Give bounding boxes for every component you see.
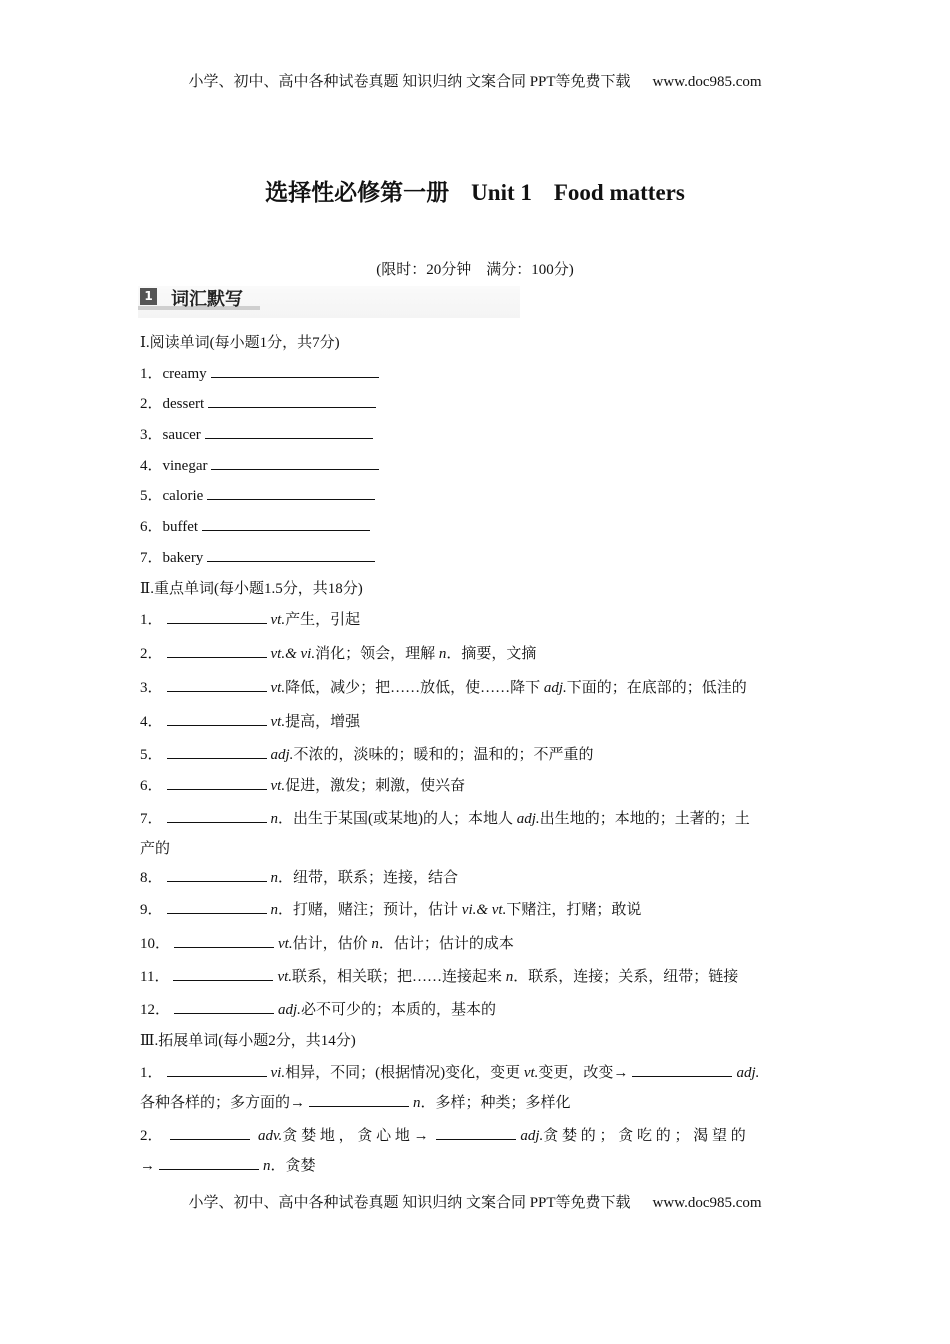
part-of-speech: vt. <box>278 936 293 952</box>
line-text: ．联系，连接；关系，纽带；链接 <box>513 969 739 985</box>
line-text: ．多样；种类；多样化 <box>420 1095 571 1111</box>
line-text: 6．buffet <box>140 519 199 535</box>
title-cn: 选择性必修第一册 <box>265 180 450 205</box>
exercise-line <box>140 774 465 795</box>
line-text: 各种各样的；多方面的→ <box>140 1095 306 1111</box>
exercise-line <box>140 866 458 887</box>
exercise-line <box>140 392 380 413</box>
line-text: ．摘要，文摘 <box>446 646 537 662</box>
answer-blank[interactable] <box>167 744 267 759</box>
line-text: 促进，激发；刺激，使兴奋 <box>285 778 466 794</box>
answer-blank[interactable] <box>207 485 375 500</box>
exercise-line <box>140 608 360 629</box>
line-text: 11． <box>140 969 170 985</box>
line-text: 变更，改变→ <box>538 1065 629 1081</box>
part-of-speech: vi.& vt. <box>461 902 507 918</box>
page-title <box>0 174 950 207</box>
part-of-speech: n <box>263 1158 271 1174</box>
part-of-speech: adj. <box>278 1002 301 1018</box>
answer-blank[interactable] <box>167 643 267 658</box>
line-text: ．估计；估计的成本 <box>378 936 514 952</box>
exercise-line <box>140 484 379 505</box>
part-of-speech: adj. <box>270 747 294 763</box>
part-of-speech: n <box>270 870 279 886</box>
line-text: Ⅲ.拓展单词(每小题2分，共14分) <box>140 1033 356 1049</box>
part-of-speech: vt. <box>270 714 286 730</box>
part-of-speech: vt. <box>270 680 286 696</box>
answer-blank[interactable] <box>167 711 267 726</box>
line-text: Ⅱ.重点单词(每小题1.5分，共18分) <box>140 581 363 597</box>
answer-blank[interactable] <box>167 899 267 914</box>
answer-blank[interactable] <box>167 609 267 624</box>
exercise-line <box>140 1124 746 1145</box>
section-label: 词汇默写 <box>171 289 243 310</box>
part-of-speech: vt. <box>523 1065 539 1081</box>
line-text: 2． <box>140 646 163 662</box>
line-text: 下赌注，打赌；敢说 <box>506 902 642 918</box>
line-text: ．出生于某国(或某地)的人；本地人 <box>278 811 517 827</box>
line-text: 2． <box>140 1128 167 1144</box>
title-name: Food matters <box>553 180 685 205</box>
exercise-line <box>140 515 374 536</box>
line-text: 估计，估价 <box>292 936 372 952</box>
line-text: 3．saucer <box>140 427 201 443</box>
answer-blank[interactable] <box>170 1125 250 1140</box>
part-of-speech: vi. <box>270 1065 286 1081</box>
part-of-speech: n <box>413 1095 421 1111</box>
part-of-speech: adv. <box>254 1128 283 1144</box>
exercise-line <box>140 1061 759 1082</box>
answer-blank[interactable] <box>211 363 379 378</box>
part-of-speech: adj. <box>520 1128 544 1144</box>
line-text: 10． <box>140 936 171 952</box>
part-of-speech: adj. <box>736 1065 760 1081</box>
line-text: 3． <box>140 680 163 696</box>
line-text: 4． <box>140 714 163 730</box>
exercise-line <box>140 837 170 858</box>
part-of-speech: n <box>505 969 514 985</box>
line-text: 联系，相关联；把……连接起来 <box>292 969 506 985</box>
line-text: 9． <box>140 902 163 918</box>
exercise-line <box>140 642 536 663</box>
line-text: 5．calorie <box>140 488 204 504</box>
line-text: 7．bakery <box>140 550 204 566</box>
answer-blank[interactable] <box>174 999 274 1014</box>
line-text: ．纽带，联系；连接，结合 <box>278 870 459 886</box>
line-text: 产生，引起 <box>285 612 361 628</box>
line-text: ．打赌，赌注；预计，估计 <box>278 902 462 918</box>
answer-blank[interactable] <box>208 393 376 408</box>
line-text: 消化；领会，理解 <box>315 646 439 662</box>
answer-blank[interactable] <box>174 933 274 948</box>
line-text: 贪 婪 地 ， 贪 心 地 → <box>282 1128 433 1144</box>
line-text: ．贪婪 <box>270 1158 316 1174</box>
line-text: 不浓的，淡味的；暖和的；温和的；不严重的 <box>293 747 594 763</box>
exercise-line <box>140 965 738 986</box>
line-text: 2．dessert <box>140 396 205 412</box>
answer-blank[interactable] <box>167 775 267 790</box>
part-of-speech: vt.& vi. <box>270 646 316 662</box>
line-text: 5． <box>140 747 163 763</box>
line-text: 出生地的；本地的；土著的；土 <box>539 811 750 827</box>
exercise-line <box>140 546 379 567</box>
part-of-speech: n <box>270 811 279 827</box>
footer-text: 小学、初中、高中各种试卷真题 知识归纳 文案合同 PPT等免费下载 <box>188 1195 631 1211</box>
answer-blank[interactable] <box>167 677 267 692</box>
line-text: 提高，增强 <box>285 714 361 730</box>
line-text: 1． <box>140 612 163 628</box>
exercise-line <box>140 932 514 953</box>
header-url[interactable]: www.doc985.com <box>652 74 762 90</box>
answer-blank[interactable] <box>309 1092 409 1107</box>
line-text: 产的 <box>140 841 171 857</box>
part-of-speech: vt. <box>270 612 286 628</box>
line-text: 7． <box>140 811 163 827</box>
answer-blank[interactable] <box>202 516 370 531</box>
footer-url[interactable]: www.doc985.com <box>652 1195 762 1211</box>
answer-blank[interactable] <box>159 1155 259 1170</box>
line-text: 1．creamy <box>140 366 207 382</box>
line-text: 6． <box>140 778 163 794</box>
answer-blank[interactable] <box>167 808 267 823</box>
answer-blank[interactable] <box>167 1062 267 1077</box>
exercise-line <box>140 1091 571 1112</box>
answer-blank[interactable] <box>436 1125 516 1140</box>
exercise-line <box>140 898 641 919</box>
part-of-speech: vt. <box>270 778 286 794</box>
line-text: 8． <box>140 870 163 886</box>
line-text: 降低，减少；把……放低，使……降下 <box>285 680 544 696</box>
exercise-line <box>140 743 593 764</box>
section-number-icon: 1 <box>140 288 157 305</box>
line-text: 必不可少的；本质的，基本的 <box>300 1002 496 1018</box>
header-text: 小学、初中、高中各种试卷真题 知识归纳 文案合同 PPT等免费下载 <box>188 74 631 90</box>
answer-blank[interactable] <box>211 455 379 470</box>
answer-blank[interactable] <box>173 966 273 981</box>
part-of-speech: n <box>270 902 279 918</box>
line-text: 相异，不同；(根据情况)变化，变更 <box>285 1065 524 1081</box>
part-of-speech: vt. <box>277 969 293 985</box>
line-text: 下面的；在底部的；低洼的 <box>566 680 747 696</box>
time-limit: (限时：20分钟 满分：100分) <box>376 262 574 278</box>
answer-blank[interactable] <box>167 867 267 882</box>
part-of-speech: adj. <box>543 680 567 696</box>
exercise-line <box>140 710 360 731</box>
section-heading <box>138 286 520 318</box>
answer-blank[interactable] <box>205 424 373 439</box>
answer-blank[interactable] <box>632 1062 732 1077</box>
exercise-line <box>140 454 383 475</box>
exercise-line <box>140 423 377 444</box>
line-text: 12． <box>140 1002 171 1018</box>
exercise-line <box>140 998 496 1019</box>
line-text: 贪 婪 的 ； 贪 吃 的 ； 渴 望 的 <box>543 1128 746 1144</box>
line-text: → <box>140 1158 155 1174</box>
exercise-line <box>140 577 363 598</box>
exercise-line <box>140 676 747 697</box>
line-text: 1． <box>140 1065 163 1081</box>
line-text: 4．vinegar <box>140 458 208 474</box>
exercise-line <box>140 362 383 383</box>
page-footer <box>0 1191 950 1212</box>
part-of-speech: n <box>371 936 379 952</box>
answer-blank[interactable] <box>207 547 375 562</box>
exercise-line <box>140 1029 356 1050</box>
title-unit: Unit 1 <box>471 180 532 205</box>
exercise-line <box>140 331 340 352</box>
part-of-speech: adj. <box>516 811 540 827</box>
line-text: Ⅰ.阅读单词(每小题1分，共7分) <box>140 335 340 351</box>
exercise-line <box>140 1154 316 1175</box>
exercise-line <box>140 807 750 828</box>
page-header <box>0 70 950 91</box>
part-of-speech: n <box>438 646 447 662</box>
